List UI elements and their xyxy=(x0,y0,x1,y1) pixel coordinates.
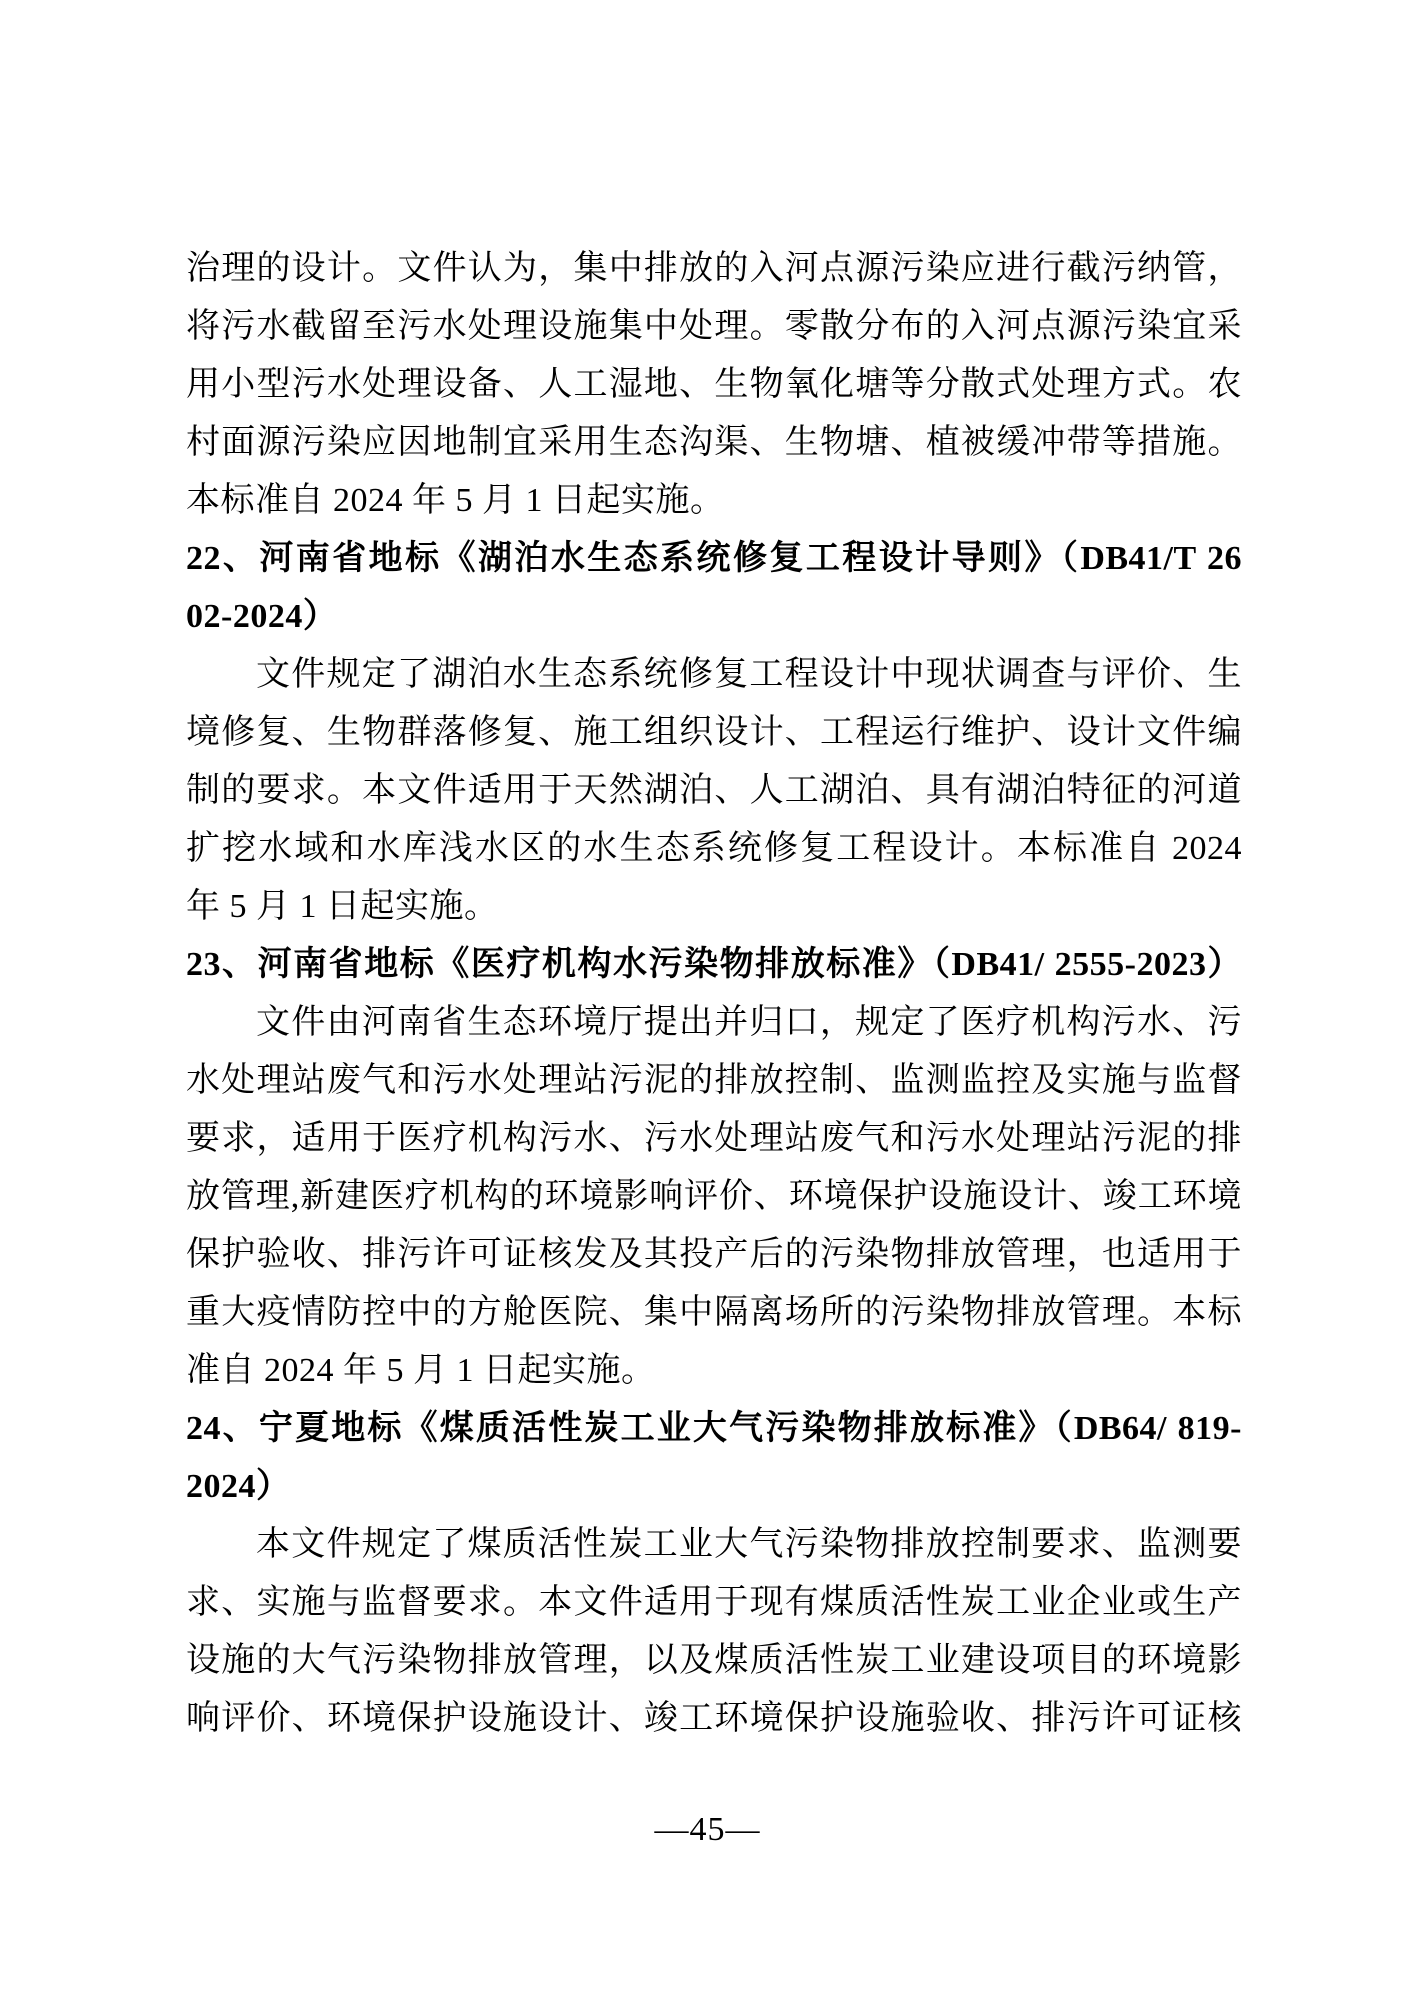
text-line: 准自 2024 年 5 月 1 日起实施。 xyxy=(186,1352,656,1389)
text-line: 文件规定了湖泊水生态系统修复工程设计中现状调查与评价、生 xyxy=(256,656,1242,693)
text-line: 年 5 月 1 日起实施。 xyxy=(186,888,499,925)
text-line: 放管理,新建医疗机构的环境影响评价、环境保护设施设计、竣工环境 xyxy=(186,1178,1242,1215)
text-line: 文件由河南省生态环境厅提出并归口，规定了医疗机构污水、污 xyxy=(256,1004,1242,1041)
text-line: 境修复、生物群落修复、施工组织设计、工程运行维护、设计文件编 xyxy=(186,714,1242,751)
text-line: 响评价、环境保护设施设计、竣工环境保护设施验收、排污许可证核 xyxy=(186,1700,1242,1737)
text-line: 制的要求。本文件适用于天然湖泊、人工湖泊、具有湖泊特征的河道 xyxy=(186,772,1242,809)
text-line: 村面源污染应因地制宜采用生态沟渠、生物塘、植被缓冲带等措施。 xyxy=(186,424,1242,461)
text-line: 要求，适用于医疗机构污水、污水处理站废气和污水处理站污泥的排 xyxy=(186,1120,1242,1157)
heading-line: 23、河南省地标《医疗机构水污染物排放标准》（DB41/ 2555-2023） xyxy=(186,946,1242,983)
page-number: —45— xyxy=(654,1811,761,1848)
text-line: 治理的设计。文件认为，集中排放的入河点源污染应进行截污纳管， xyxy=(186,250,1242,287)
text-line: 水处理站废气和污水处理站污泥的排放控制、监测监控及实施与监督 xyxy=(186,1062,1242,1099)
text-line: 本文件规定了煤质活性炭工业大气污染物排放控制要求、监测要 xyxy=(256,1526,1242,1563)
text-line: 扩挖水域和水库浅水区的水生态系统修复工程设计。本标准自 2024 xyxy=(186,830,1242,867)
text-line: 设施的大气污染物排放管理，以及煤质活性炭工业建设项目的环境影 xyxy=(186,1642,1242,1679)
text-line: 本标准自 2024 年 5 月 1 日起实施。 xyxy=(186,482,725,519)
text-line: 保护验收、排污许可证核发及其投产后的污染物排放管理，也适用于 xyxy=(186,1236,1242,1273)
heading-line: 02-2024） xyxy=(186,598,338,635)
heading-line: 24、宁夏地标《煤质活性炭工业大气污染物排放标准》（DB64/ 819- xyxy=(186,1410,1242,1447)
heading-line: 22、河南省地标《湖泊水生态系统修复工程设计导则》（DB41/T 26 xyxy=(186,540,1242,577)
text-line: 重大疫情防控中的方舱医院、集中隔离场所的污染物排放管理。本标 xyxy=(186,1294,1242,1331)
page-footer xyxy=(0,1801,1415,1859)
text-line: 用小型污水处理设备、人工湿地、生物氧化塘等分散式处理方式。农 xyxy=(186,366,1242,403)
text-line: 求、实施与监督要求。本文件适用于现有煤质活性炭工业企业或生产 xyxy=(186,1584,1242,1621)
heading-line: 2024） xyxy=(186,1468,291,1505)
text-line: 将污水截留至污水处理设施集中处理。零散分布的入河点源污染宜采 xyxy=(186,308,1242,345)
